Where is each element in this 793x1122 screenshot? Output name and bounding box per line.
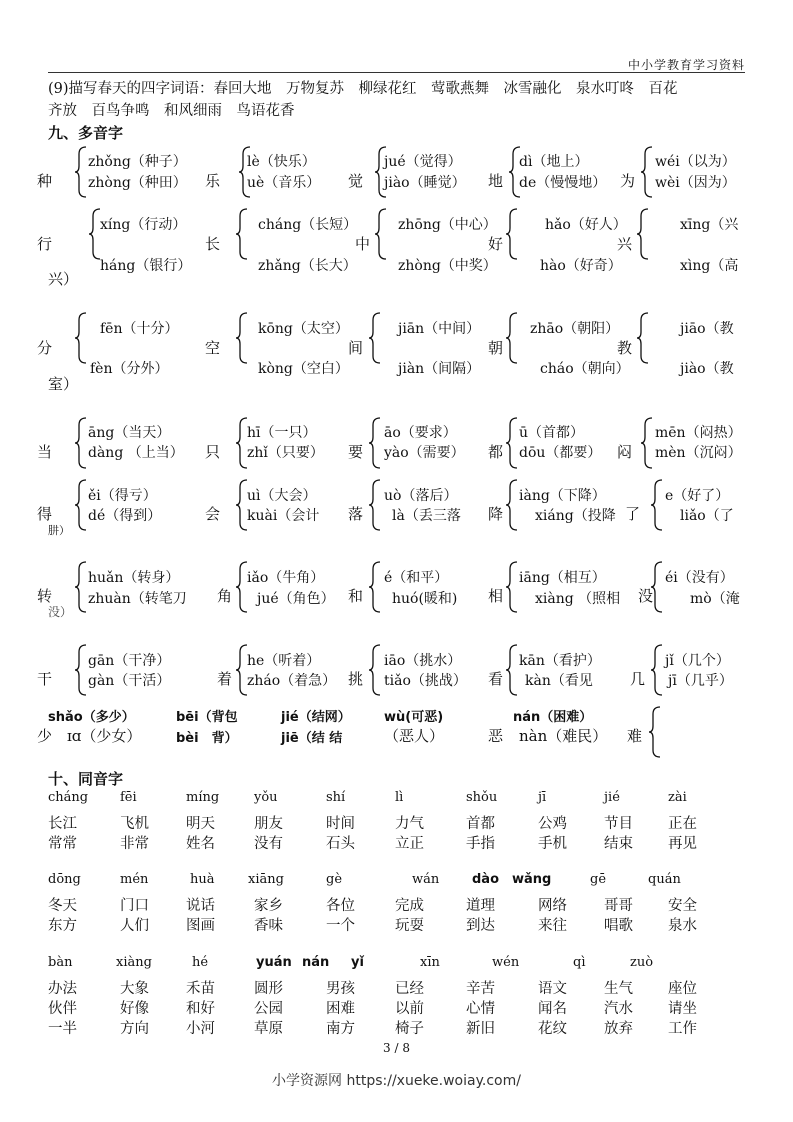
homophone-word: 各位: [326, 898, 355, 914]
homophone-word: 石头: [326, 836, 355, 852]
polyphone-char: 空: [205, 339, 221, 357]
homophone-pinyin: cháng: [48, 790, 89, 805]
homophone-word: 手机: [538, 836, 567, 852]
bei-top: bēi（背包: [176, 710, 238, 725]
polyphone-char: 教: [617, 339, 633, 357]
header-divider: [48, 72, 745, 73]
wrap-fragment-jiao: 室）: [48, 375, 79, 393]
homophone-word: 结束: [604, 836, 633, 852]
polyphone-reading: zhòng（中奖）: [398, 258, 497, 274]
polyphone-reading: jiān（中间）: [398, 321, 481, 337]
homophone-word: 请坐: [668, 1001, 697, 1017]
homophone-word: 和好: [186, 1001, 215, 1017]
polyphone-reading: xīng（兴: [680, 217, 739, 233]
homophone-word: 新旧: [466, 1021, 495, 1037]
homophone-word: 冬天: [48, 898, 77, 914]
homophone-pinyin: xīn: [420, 955, 440, 970]
homophone-word: 汽水: [604, 1001, 633, 1017]
homophone-word: 姓名: [186, 836, 215, 852]
homophone-word: 网络: [538, 898, 567, 914]
homophone-pinyin: shí: [326, 790, 346, 805]
homophone-word: 一半: [48, 1021, 77, 1037]
homophone-pinyin: quán: [648, 872, 681, 887]
polyphone-reading: zhāo（朝阳）: [530, 321, 620, 337]
polyphone-reading: xiáng（投降: [535, 508, 616, 524]
polyphone-reading: zhuàn（转笔刀: [88, 591, 187, 607]
homophone-word: 朋友: [254, 816, 283, 832]
homophone-pinyin: xiàng: [116, 955, 152, 970]
homophone-pinyin: yuán: [256, 955, 292, 970]
polyphone-reading: kōng（太空）: [258, 321, 349, 337]
brace-icon: [74, 479, 88, 531]
polyphone-char: 间: [348, 339, 364, 357]
brace-icon: [74, 146, 88, 198]
brace-icon: [650, 561, 664, 613]
polyphone-char: 都: [488, 443, 504, 461]
section10-title: 十、同音字: [48, 770, 124, 788]
homophone-word: 门口: [120, 898, 149, 914]
homophone-pinyin: yǒu: [254, 790, 278, 805]
homophone-word: 节目: [604, 816, 633, 832]
jie-bottom: jiē（结 结: [281, 731, 343, 746]
polyphone-char: 为: [620, 172, 636, 190]
homophone-pinyin: fēi: [120, 790, 137, 805]
homophone-word: 男孩: [326, 981, 355, 997]
homophone-word: 明天: [186, 816, 215, 832]
homophone-pinyin: xiāng: [248, 872, 284, 887]
homophone-word: 放弃: [604, 1021, 633, 1037]
polyphone-reading: iàng（下降）: [519, 488, 606, 504]
brace-icon: [368, 312, 382, 364]
homophone-pinyin: dōng: [48, 872, 81, 887]
brace-icon: [636, 208, 650, 260]
homophone-word: 语文: [538, 981, 567, 997]
polyphone-reading: háng（银行）: [100, 258, 192, 274]
section9-title: 九、多音字: [48, 124, 124, 142]
polyphone-char: 挑: [348, 670, 364, 688]
homophone-word: 闻名: [538, 1001, 567, 1017]
wrap-fragment-xing: 兴）: [48, 270, 79, 288]
homophone-word: 心情: [466, 1001, 495, 1017]
page-number: 3 / 8: [383, 1041, 410, 1055]
polyphone-reading: jué（觉得）: [384, 154, 462, 170]
homophone-word: 泉水: [668, 918, 697, 934]
homophone-pinyin: nán: [302, 955, 330, 970]
homophone-word: 玩耍: [395, 918, 424, 934]
homophone-word: 到达: [466, 918, 495, 934]
nan-bottom: nàn（难民）: [519, 727, 608, 745]
polyphone-reading: tiǎo（挑战）: [384, 673, 467, 689]
homophone-pinyin: wán: [412, 872, 440, 887]
polyphone-reading: zhǐ（只要）: [247, 445, 324, 461]
homophone-word: 安全: [668, 898, 697, 914]
brace-icon: [505, 208, 519, 260]
homophone-word: 座位: [668, 981, 697, 997]
homophone-word: 飞机: [120, 816, 149, 832]
polyphone-reading: jué（角色）: [257, 591, 335, 607]
homophone-word: 草原: [254, 1021, 283, 1037]
brace-icon: [640, 146, 654, 198]
brace-icon: [74, 417, 88, 469]
homophone-word: 家乡: [254, 898, 283, 914]
polyphone-char: 着: [217, 670, 233, 688]
shao-bottom: 少 ɪɑ（少女）: [37, 727, 142, 745]
polyphone-char: 地: [488, 172, 504, 190]
polyphone-reading: uò（落后）: [384, 488, 458, 504]
homophone-word: 哥哥: [604, 898, 633, 914]
homophone-word: 辛苦: [466, 981, 495, 997]
polyphone-reading: dàng （上当）: [88, 445, 184, 461]
homophone-word: 已经: [395, 981, 424, 997]
polyphone-char: 只: [205, 443, 221, 461]
brace-icon: [368, 417, 382, 469]
shao-top: shǎo（多少）: [48, 710, 135, 725]
homophone-word: 首都: [466, 816, 495, 832]
polyphone-reading: wèi（因为）: [655, 175, 736, 191]
polyphone-reading: jiào（教: [680, 361, 734, 377]
polyphone-reading: lè（快乐）: [247, 154, 316, 170]
polyphone-char: 转: [37, 587, 53, 605]
homophone-word: 工作: [668, 1021, 697, 1037]
polyphone-reading: zhǎng（长大）: [258, 258, 357, 274]
brace-icon: [74, 561, 88, 613]
polyphone-reading: iǎo（牛角）: [247, 570, 325, 586]
homophone-pinyin: yǐ: [351, 955, 364, 970]
polyphone-reading: zhǒng（种子）: [88, 154, 187, 170]
wrap-fragment-zhuan: 没）: [48, 605, 73, 619]
homophone-pinyin: lì: [395, 790, 404, 805]
homophone-word: 公鸡: [538, 816, 567, 832]
polyphone-char: 朝: [488, 339, 504, 357]
polyphone-char: 会: [205, 505, 221, 523]
polyphone-reading: huó(暖和): [392, 591, 458, 607]
polyphone-reading: uì（大会）: [247, 488, 317, 504]
polyphone-char: 兴: [617, 235, 633, 253]
polyphone-reading: cháo（朝向）: [540, 361, 630, 377]
polyphone-reading: de（慢慢地）: [519, 175, 607, 191]
polyphone-reading: yào（需要）: [384, 445, 465, 461]
wrap-fragment-de: 肼）: [48, 524, 70, 537]
polyphone-reading: gān（干净）: [88, 653, 171, 669]
polyphone-char: 角: [217, 587, 233, 605]
polyphone-char: 分: [37, 339, 53, 357]
polyphone-char: 和: [348, 587, 364, 605]
brace-icon: [505, 561, 519, 613]
polyphone-char: 干: [37, 670, 53, 688]
polyphone-char: 种: [37, 172, 53, 190]
homophone-word: 椅子: [395, 1021, 424, 1037]
polyphone-reading: mèn（沉闷）: [655, 445, 742, 461]
homophone-word: 图画: [186, 918, 215, 934]
brace-icon: [74, 312, 88, 364]
polyphone-reading: jī（几乎）: [668, 673, 733, 689]
homophone-pinyin: bàn: [48, 955, 73, 970]
brace-icon: [368, 644, 382, 696]
polyphone-reading: jiāo（教: [680, 321, 734, 337]
homophone-word: 正在: [668, 816, 697, 832]
source-link[interactable]: 小学资源网 https://xueke.woiay.com/: [272, 1073, 521, 1089]
polyphone-reading: hǎo（好人）: [545, 217, 627, 233]
polyphone-reading: wéi（以为）: [655, 154, 736, 170]
polyphone-reading: liǎo（了: [680, 508, 734, 524]
polyphone-char: 行: [37, 235, 53, 253]
homophone-pinyin: jī: [538, 790, 547, 805]
polyphone-reading: āo（要求）: [384, 425, 457, 441]
homophone-word: 以前: [395, 1001, 424, 1017]
polyphone-char: 中: [355, 235, 371, 253]
polyphone-char: 闷: [617, 443, 633, 461]
homophone-pinyin: wén: [492, 955, 520, 970]
brace-icon: [505, 417, 519, 469]
nan-char: 难: [627, 727, 643, 745]
homophone-word: 生气: [604, 981, 633, 997]
homophone-word: 没有: [254, 836, 283, 852]
polyphone-reading: iāo（挑水）: [384, 653, 462, 669]
wu-top: wù(可恶): [384, 710, 444, 725]
polyphone-reading: mò（淹: [690, 591, 740, 607]
header-title: 中小学教育学习资料: [627, 58, 745, 72]
nan-top: nán（困难）: [513, 710, 593, 725]
brace-icon: [650, 644, 664, 696]
polyphone-reading: jiàn（间隔）: [398, 361, 481, 377]
wu-bottom: （恶人）: [384, 727, 445, 745]
polyphone-char: 乐: [205, 172, 221, 190]
polyphone-reading: cháng（长短）: [258, 217, 358, 233]
nan-brace: [648, 706, 662, 758]
polyphone-reading: fēn（十分）: [100, 321, 179, 337]
wu-char: 恶: [488, 727, 504, 745]
homophone-word: 禾苗: [186, 981, 215, 997]
polyphone-reading: kòng（空白）: [258, 361, 349, 377]
spring-phrases: [48, 78, 748, 122]
homophone-word: 时间: [326, 816, 355, 832]
polyphone-reading: āng（当天）: [88, 425, 171, 441]
brace-icon: [650, 479, 664, 531]
homophone-word: 方向: [120, 1021, 149, 1037]
brace-icon: [368, 479, 382, 531]
homophone-word: 困难: [326, 1001, 355, 1017]
bei-bottom: bèi 背）: [176, 731, 238, 746]
polyphone-reading: kàn（看见: [525, 673, 593, 689]
polyphone-reading: kān（看护）: [519, 653, 601, 669]
homophone-pinyin: zài: [668, 790, 687, 805]
homophone-word: 力气: [395, 816, 424, 832]
homophone-word: 大象: [120, 981, 149, 997]
homophone-word: 常常: [48, 836, 77, 852]
polyphone-char: 降: [488, 505, 504, 523]
polyphone-char: 觉: [348, 172, 364, 190]
polyphone-reading: mēn（闷热）: [655, 425, 742, 441]
homophone-word: 香味: [254, 918, 283, 934]
homophone-pinyin: qì: [573, 955, 586, 970]
polyphone-reading: xiàng （照相: [535, 591, 621, 607]
homophone-word: 一个: [326, 918, 355, 934]
polyphone-char: 相: [488, 587, 504, 605]
homophone-word: 再见: [668, 836, 697, 852]
polyphone-reading: hī（一只）: [247, 425, 317, 441]
spring-phrases-line1: (9)描写春天的四字词语：春回大地 万物复苏 柳绿花红 莺歌燕舞 冰雪融化 泉水叮咚 百花: [48, 81, 678, 97]
homophone-word: 公园: [254, 1001, 283, 1017]
polyphone-reading: jiào（睡觉）: [384, 175, 466, 191]
polyphone-char: 落: [348, 505, 364, 523]
brace-icon: [505, 312, 519, 364]
homophone-pinyin: wǎng: [512, 872, 552, 887]
polyphone-char: 几: [630, 670, 646, 688]
brace-icon: [74, 644, 88, 696]
homophone-word: 非常: [120, 836, 149, 852]
polyphone-reading: jǐ（几个）: [665, 653, 730, 669]
homophone-word: 圆形: [254, 981, 283, 997]
polyphone-reading: gàn（干活）: [88, 673, 171, 689]
polyphone-char: 看: [488, 670, 504, 688]
homophone-pinyin: jié: [604, 790, 620, 805]
polyphone-char: 了: [625, 505, 641, 523]
polyphone-reading: xìng（高: [680, 258, 739, 274]
brace-icon: [640, 417, 654, 469]
polyphone-char: 长: [205, 235, 221, 253]
polyphone-char: 没: [638, 587, 654, 605]
homophone-word: 长江: [48, 816, 77, 832]
homophone-pinyin: huà: [190, 872, 215, 887]
polyphone-reading: dé（得到）: [88, 508, 162, 524]
brace-icon: [505, 644, 519, 696]
homophone-word: 小河: [186, 1021, 215, 1037]
homophone-pinyin: shǒu: [466, 790, 498, 805]
brace-icon: [235, 312, 249, 364]
homophone-word: 完成: [395, 898, 424, 914]
polyphone-reading: dōu（都要）: [519, 445, 602, 461]
polyphone-char: 得: [37, 505, 53, 523]
homophone-word: 南方: [326, 1021, 355, 1037]
homophone-word: 人们: [120, 918, 149, 934]
jie-top: jié（结网）: [281, 710, 351, 725]
homophone-word: 手指: [466, 836, 495, 852]
polyphone-reading: huǎn（转身）: [88, 570, 180, 586]
polyphone-reading: e（好了）: [665, 488, 730, 504]
polyphone-char: 当: [37, 443, 53, 461]
polyphone-reading: zhōng（中心）: [398, 217, 497, 233]
brace-icon: [368, 561, 382, 613]
polyphone-reading: xíng（行动）: [100, 217, 187, 233]
homophone-word: 道理: [466, 898, 495, 914]
homophone-pinyin: gē: [590, 872, 607, 887]
polyphone-char: 好: [488, 235, 504, 253]
homophone-pinyin: zuò: [630, 955, 654, 970]
spring-phrases-line2: 齐放 百鸟争鸣 和风细雨 鸟语花香: [48, 103, 295, 119]
brace-icon: [505, 479, 519, 531]
polyphone-reading: ěi（得亏）: [88, 488, 157, 504]
homophone-pinyin: dào: [472, 872, 500, 887]
polyphone-reading: dì（地上）: [519, 154, 589, 170]
polyphone-reading: iāng（相互）: [519, 570, 606, 586]
homophone-word: 说话: [186, 898, 215, 914]
homophone-word: 伙伴: [48, 1001, 77, 1017]
polyphone-reading: éi（没有）: [665, 570, 734, 586]
brace-icon: [235, 208, 249, 260]
polyphone-reading: é（和平）: [384, 570, 449, 586]
homophone-pinyin: míng: [186, 790, 220, 805]
homophone-word: 来往: [538, 918, 567, 934]
polyphone-char: 要: [348, 443, 364, 461]
polyphone-reading: là（丢三落: [392, 508, 461, 524]
homophone-pinyin: mén: [120, 872, 149, 887]
polyphone-reading: fèn（分外）: [90, 361, 169, 377]
polyphone-reading: he（听着）: [247, 653, 321, 669]
polyphone-reading: kuài（会计: [247, 508, 320, 524]
polyphone-reading: zháo（着急）: [247, 673, 337, 689]
polyphone-reading: uè（音乐）: [247, 175, 321, 191]
homophone-word: 立正: [395, 836, 424, 852]
homophone-word: 花纹: [538, 1021, 567, 1037]
polyphone-reading: ū（首都）: [519, 425, 585, 441]
homophone-word: 好像: [120, 1001, 149, 1017]
polyphone-reading: hào（好奇）: [540, 258, 622, 274]
polyphone-reading: zhòng（种田）: [88, 175, 187, 191]
homophone-word: 办法: [48, 981, 77, 997]
homophone-pinyin: hé: [192, 955, 209, 970]
homophone-word: 东方: [48, 918, 77, 934]
homophone-word: 唱歌: [604, 918, 633, 934]
brace-icon: [374, 208, 388, 260]
brace-icon: [636, 312, 650, 364]
homophone-pinyin: gè: [326, 872, 343, 887]
